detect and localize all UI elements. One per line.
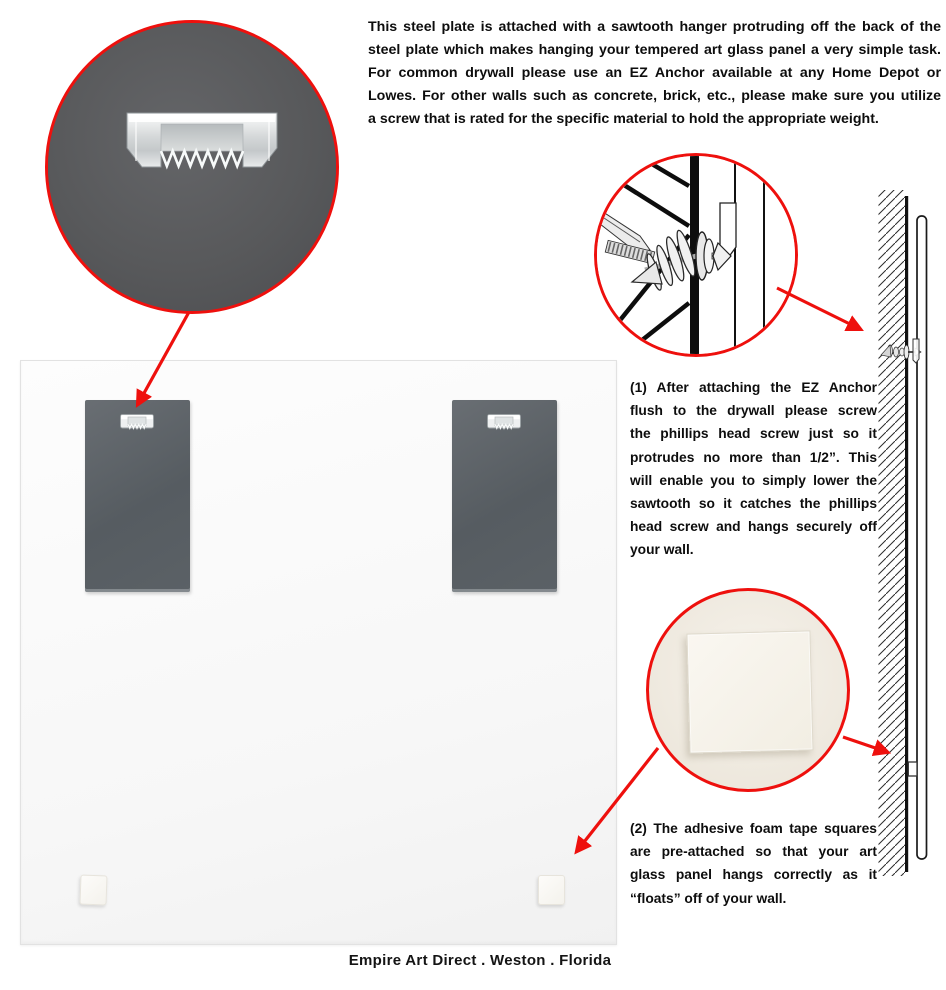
text-line: the phillips head screw just so it bbox=[630, 426, 877, 442]
text-line: (1) After attaching the EZ Anchor bbox=[630, 380, 877, 395]
foam-spacer-marker bbox=[908, 762, 917, 776]
glass-panel-edge bbox=[917, 216, 927, 859]
text-line: are pre-attached so that your art bbox=[630, 844, 877, 860]
text-line: (2) The adhesive foam tape squares bbox=[630, 821, 877, 836]
steel-plate-left bbox=[85, 400, 190, 592]
wall-side-diagram bbox=[868, 180, 946, 886]
foam-closeup-circle bbox=[646, 588, 850, 792]
text-line: protrudes no more than 1/2”. This bbox=[630, 449, 877, 465]
sawtooth-hanger-icon bbox=[120, 413, 154, 431]
step2-paragraph bbox=[630, 817, 877, 910]
text-line: glass panel hangs correctly as it bbox=[630, 867, 877, 883]
brand-footer: Empire Art Direct . Weston . Florida bbox=[348, 952, 612, 969]
text-line: will enable you to simply lower the bbox=[630, 472, 877, 488]
art-glass-panel-back bbox=[20, 360, 617, 945]
text-line: your wall. bbox=[630, 542, 694, 558]
drywall-hatching bbox=[879, 190, 906, 876]
steel-plate-right bbox=[452, 400, 557, 592]
ez-anchor-diagram-icon bbox=[597, 156, 795, 354]
text-line: head screw and hangs securely off bbox=[630, 519, 877, 535]
text-line: This steel plate is attached with a sawtooth hanger protruding off the back of the bbox=[368, 19, 941, 35]
intro-paragraph bbox=[368, 16, 941, 131]
text-line: sawtooth so it catches the phillips bbox=[630, 495, 877, 511]
sawtooth-hanger-icon bbox=[487, 413, 521, 431]
text-line: a screw that is rated for the specific material to hold the appropriate weight. bbox=[368, 111, 879, 127]
step1-paragraph bbox=[630, 376, 877, 562]
ez-anchor-circle bbox=[594, 153, 798, 357]
text-line: flush to the drywall please screw bbox=[630, 403, 877, 419]
foam-tape-square-photo-icon bbox=[686, 630, 813, 753]
foam-tape-square-left bbox=[79, 875, 107, 906]
text-line: For common drywall please use an EZ Anchor available at any Home Depot or bbox=[368, 65, 941, 81]
text-line: steel plate which makes hanging your tempered art glass panel a very simple task. bbox=[368, 42, 941, 58]
foam-tape-square-right bbox=[538, 875, 565, 905]
text-line: “floats” off of your wall. bbox=[630, 890, 787, 906]
sawtooth-closeup-circle bbox=[45, 20, 339, 314]
text-line: Lowes. For other walls such as concrete, brick, etc., please make sure you utilize bbox=[368, 88, 941, 104]
sawtooth-hanger-photo-icon bbox=[48, 23, 336, 311]
